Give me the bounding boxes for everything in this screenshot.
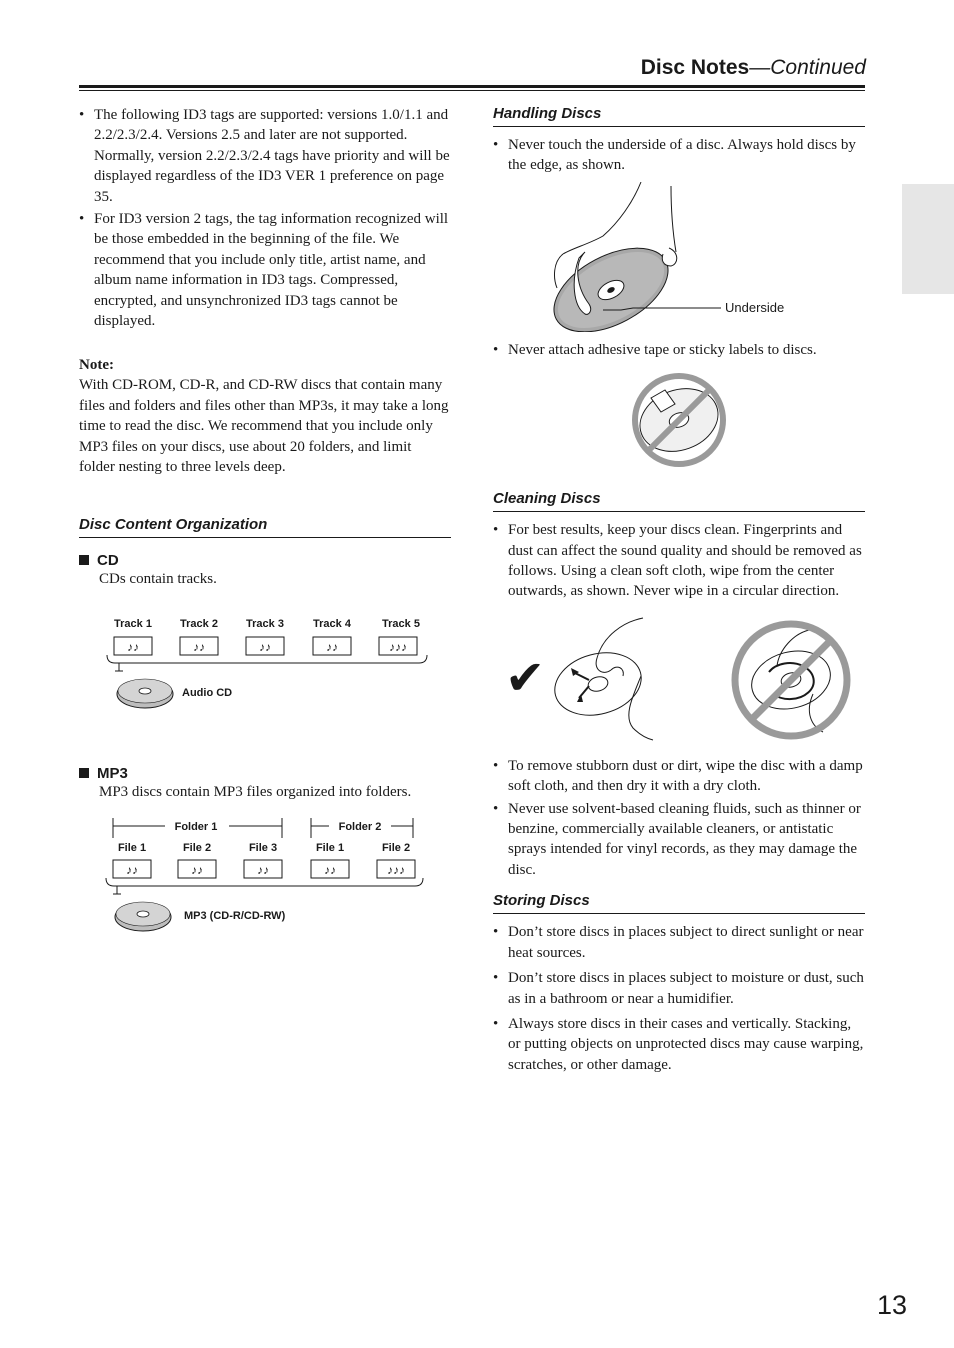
- music-note-icon: ♪♪♪: [387, 863, 405, 878]
- track-label: Track 2: [180, 617, 218, 630]
- music-note-icon: ♪♪: [127, 639, 139, 654]
- cd-heading: [79, 552, 451, 569]
- music-note-icon: ♪♪: [193, 639, 205, 654]
- list-item: • To remove stubborn dust or dirt, wipe the disc with a damp soft cloth, and then dry it with a dry cloth.: [493, 756, 865, 797]
- mp3-disc-label: MP3 (CD-R/CD-RW): [184, 910, 286, 923]
- square-bullet-icon: [79, 768, 89, 778]
- no-sticker-illustration: [493, 368, 865, 468]
- handling-heading: Handling Discs: [493, 105, 865, 127]
- header-rule-thick: [79, 85, 865, 88]
- music-note-icon: ♪♪♪: [389, 639, 407, 654]
- list-item: • Don’t store discs in places subject to direct sunlight or near heat sources.: [493, 922, 865, 963]
- cd-heading-label: CD: [97, 551, 119, 569]
- file-label: File 1: [315, 842, 345, 855]
- wipe-circular-illustration: [735, 624, 847, 736]
- music-note-icon: ♪♪: [259, 639, 271, 654]
- side-thumb-tab: [902, 184, 954, 294]
- mp3-heading-label: MP3: [97, 764, 128, 782]
- track-label: Track 5: [382, 617, 420, 630]
- square-bullet-icon: [79, 555, 89, 565]
- music-note-icon: ♪♪: [257, 863, 269, 878]
- cleaning-illustration: [493, 616, 865, 746]
- cleaning-list-2: [493, 756, 865, 880]
- check-icon: ✔: [505, 651, 546, 705]
- cleaning-heading: Cleaning Discs: [493, 490, 865, 512]
- track-label: Track 3: [246, 617, 284, 630]
- handling-list-1: [493, 135, 865, 176]
- list-item: • Always store discs in their cases and vertically. Stacking, or putting objects on unprotected discs may cause warping, scratches, or other damage.: [493, 1014, 865, 1075]
- storing-heading: Storing Discs: [493, 892, 865, 914]
- list-item: • For ID3 version 2 tags, the tag information recognized will be those embedded in the beginning of the file. We recommend that you include only title, artist name, and album name information in ID3 tags. Compressed, encrypted, and unsynchronized ID3 tags cannot be displayed.: [79, 209, 451, 331]
- list-item: • For best results, keep your discs clean. Fingerprints and dust can affect the sound quality and should be removed as follows. Using a clean soft cloth, wipe from the center outwards, as shown. Never wipe in a circular direction.: [493, 520, 865, 602]
- note-text: With CD-ROM, CD-R, and CD-RW discs that contain many files and folders and files other than MP3s, it may take a long time to read the disc. We recommend that you include only MP3 files on your discs, use about 20 folders, and limit folder nesting to three levels deep.: [79, 377, 449, 476]
- list-item: • Don’t store discs in places subject to moisture or dust, such as in a bathroom or near a humidifier.: [493, 968, 865, 1009]
- track-label: Track 4: [313, 617, 351, 630]
- cd-tracks-diagram: [79, 611, 451, 741]
- left-column: [79, 105, 451, 937]
- track-label: Track 1: [114, 617, 152, 630]
- right-column: [493, 105, 865, 1077]
- header-rule-thin: [79, 90, 865, 91]
- music-note-icon: ♪♪: [326, 639, 338, 654]
- folder-label: Folder 2: [338, 821, 382, 834]
- id3-bullet-list: [79, 105, 451, 331]
- track-bracket: [107, 655, 427, 663]
- file-label: File 3: [248, 842, 278, 855]
- file-label: File 1: [117, 842, 147, 855]
- mp3-heading: [79, 765, 451, 782]
- handling-list-2: [493, 340, 865, 360]
- music-note-icon: ♪♪: [324, 863, 336, 878]
- list-item: • The following ID3 tags are supported: versions 1.0/1.1 and 2.2/2.3/2.4. Versions 2.5 and later are not supported. Normally, version 2.2/2.3/2.4 tags have priority and will be displayed regardless of the ID3 VER 1 preference on page 35.: [79, 105, 451, 207]
- hand-holding-disc-illustration: [493, 182, 865, 332]
- folder-label: Folder 1: [174, 821, 218, 834]
- list-item: • Never use solvent-based cleaning fluids, such as thinner or benzine, commercially available cleaners, or antistatic sprays intended for vinyl records, as they may damage the disc.: [493, 799, 865, 881]
- page-number: 13: [876, 1290, 907, 1320]
- header-title-suffix: —Continued: [749, 56, 866, 79]
- audio-cd-label: Audio CD: [182, 686, 233, 699]
- page-header-title: [641, 56, 866, 80]
- music-note-icon: ♪♪: [126, 863, 138, 878]
- file-label: File 2: [381, 842, 411, 855]
- list-item: • Never touch the underside of a disc. Always hold discs by the edge, as shown.: [493, 135, 865, 176]
- cleaning-list-1: [493, 520, 865, 602]
- note-label: Note:: [79, 357, 114, 374]
- underside-label: Underside: [725, 299, 785, 315]
- mp3-description: MP3 discs contain MP3 files organized into folders.: [99, 783, 412, 800]
- music-note-icon: ♪♪: [191, 863, 203, 878]
- storing-list: [493, 922, 865, 1075]
- header-title-main: Disc Notes: [640, 56, 750, 79]
- list-item: • Never attach adhesive tape or sticky labels to discs.: [493, 340, 865, 360]
- mp3-folders-diagram: [79, 812, 451, 937]
- cd-description: CDs contain tracks.: [99, 570, 217, 587]
- file-label: File 2: [182, 842, 212, 855]
- file-bracket: [106, 878, 423, 886]
- disc-content-heading: Disc Content Organization: [79, 516, 451, 538]
- wipe-outward-illustration: [548, 618, 653, 740]
